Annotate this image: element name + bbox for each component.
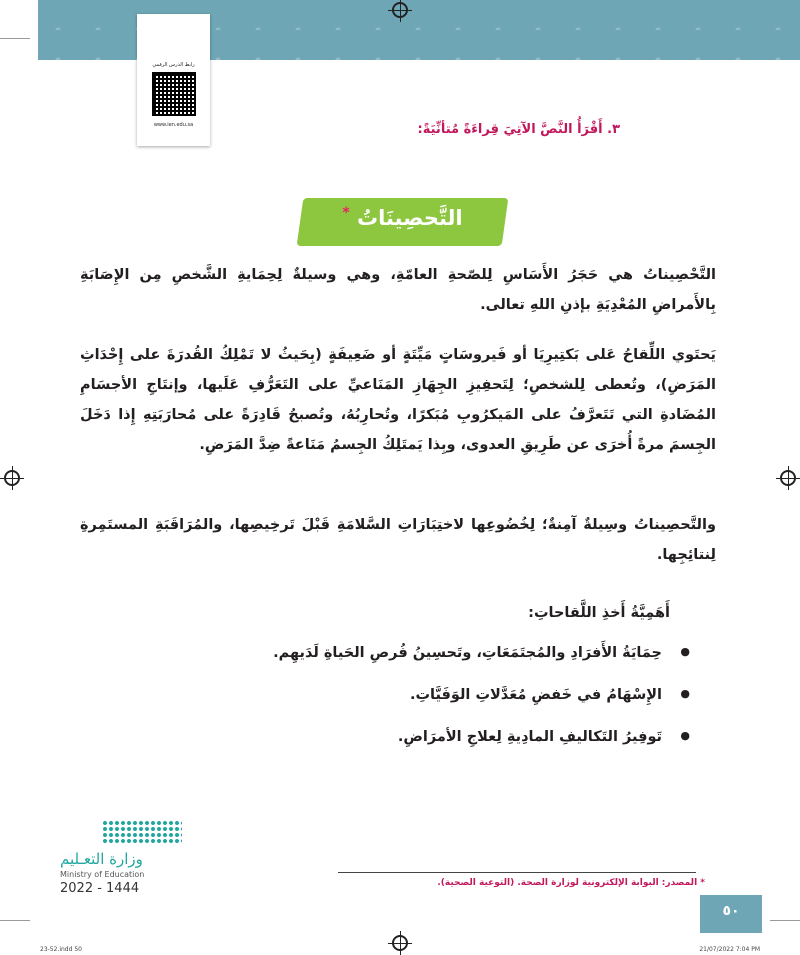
crop-mark: [770, 920, 800, 921]
list-item: ● حِمَايَةُ الأَفرَادِ والمُجتَمَعَاتِ، وتَحسِينُ فُرصِ الحَياةِ لَدَيهِم.: [273, 645, 690, 687]
registration-mark-icon: [392, 935, 408, 951]
slug-date: 21/07/2022 7:04 PM: [699, 946, 760, 953]
footnote: * المصدر: البوابة الإلكترونية لوزارة الصحة. (التوعية الصحية).: [437, 878, 705, 888]
registration-mark-icon: [780, 470, 796, 486]
benefits-heading: أَهَمِيَّةُ أَخذِ اللَّقاحاتِ:: [528, 605, 670, 621]
ministry-logo: [60, 820, 190, 896]
crop-mark: [0, 38, 30, 39]
list-item: ● الإِسْهَامُ في خَفضِ مُعَدَّلاتِ الوَفَيَّاتِ.: [273, 687, 690, 729]
registration-mark-icon: [392, 2, 408, 18]
logo-arabic: وزارة التعـليم: [60, 850, 143, 868]
paragraph-1: التَّحْصِيناتُ هي حَجَرُ الأَسَاسِ لِلصّحةِ العامّةِ، وهي وسيلةٌ لِحِمَايةِ الشَّخصِ مِن الإِصَابَةِ بِالأَمراضِ المُعْدِيَةِ بإذنِ اللهِ تعالى.: [80, 267, 716, 313]
digital-lesson-card[interactable]: [137, 14, 210, 146]
paragraph-3: والتَّحصِيناتُ وسِيلةٌ آمِنةٌ؛ لِخُضُوعِها لاختِبَارَاتِ السَّلامَةِ قَبْلَ تَرخِيصِها، والمُرَاقَبَةِ المستَمِرةِ لِنتائِجِها.: [80, 517, 716, 563]
paragraph-2: يَحتَوي اللِّقاحُ عَلى بَكتِيرِيَا أو فَيروسَاتٍ مَيِّتَةٍ أو ضَعِيفَةٍ (بِحَيثُ لا تَمْلِكُ القُدرَةَ على إِحْدَاثِ المَرَضِ)، وتُعطى لِلشخصِ؛ لِتَحفِيزِ الجِهَازِ المَنَاعيِّ على التَعَرُّفِ عَلَيها، وإنتَاجِ الأجسَامِ المُضَادةِ التي تَتَعرَّفُ على المَيكرُوبِ مُبَكرًا، وتُحارِبُهُ، وتُصبحُ قَادِرَةً على مُحارَبَتِهِ إِذا دَخَلَ الجِسمَ مرةً أُخرَى عن طَرِيقِ العدوى، وبِذا يَمتَلِكُ الجِسمُ مَنَاعةً ضِدَّ المَرَضِ.: [80, 347, 716, 453]
footnote-divider: [338, 872, 696, 873]
crop-mark: [0, 920, 30, 921]
list-item: ● تَوفِيرُ التَكاليفِ المادِيةِ لِعلاجِ الأمرَاضِ.: [273, 729, 690, 771]
registration-mark-icon: [4, 470, 20, 486]
benefits-list: [273, 645, 690, 771]
qr-label: رابط الدرس الرقمي: [152, 62, 195, 68]
footnote-star: *: [342, 205, 350, 221]
qr-code-icon[interactable]: [152, 72, 196, 116]
instruction-text: ٣. أَقْرَأُ النَّصَّ الآتِيَ قِراءَةً مُتأنِّيَةً:: [417, 122, 620, 137]
logo-english: Ministry of Education: [60, 870, 145, 879]
page-number: ٥٠: [722, 903, 740, 919]
logo-year: 2022 - 1444: [60, 881, 140, 896]
slug-file: 23-52.indd 50: [40, 946, 82, 953]
qr-url: www.ien.edu.sa: [153, 122, 194, 128]
logo-dots-icon: [102, 820, 182, 844]
title-text: التَّحصِينَاتُ: [357, 206, 463, 230]
page-title: [300, 205, 505, 230]
